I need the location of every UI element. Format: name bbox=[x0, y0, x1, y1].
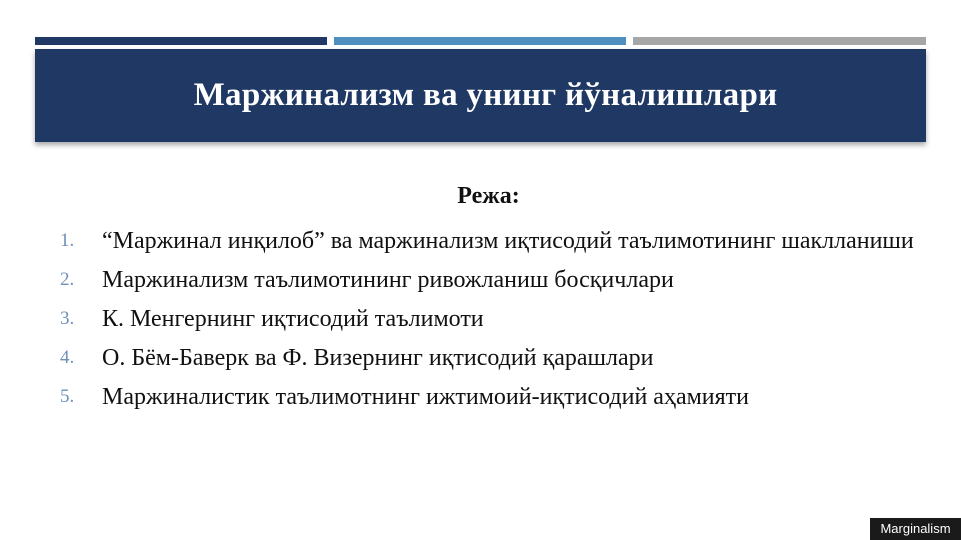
plan-item-4 bbox=[60, 343, 920, 373]
plan-heading: Режа: bbox=[457, 183, 520, 209]
plan-item-number: 2. bbox=[60, 269, 75, 290]
plan-item-number: 1. bbox=[60, 230, 75, 251]
accent-bar-gray bbox=[633, 37, 926, 45]
slide-title: Маржинализм ва унинг йўналишлари bbox=[193, 77, 778, 113]
top-accent-bars bbox=[35, 37, 926, 45]
plan-list bbox=[60, 226, 920, 421]
plan-item-text: Маржинализм таълимотининг ривожланиш босқичлари bbox=[102, 267, 674, 293]
plan-item-5 bbox=[60, 382, 920, 412]
plan-item-text: К. Менгернинг иқтисодий таълимоти bbox=[102, 306, 484, 332]
plan-item-number: 5. bbox=[60, 386, 75, 407]
corner-label: Marginalism bbox=[870, 518, 961, 540]
plan-item-2 bbox=[60, 265, 920, 295]
plan-item-1 bbox=[60, 226, 920, 256]
plan-item-number: 4. bbox=[60, 347, 75, 368]
accent-bar-dark-blue bbox=[35, 37, 327, 45]
plan-item-text: О. Бём-Баверк ва Ф. Визернинг иқтисодий қарашлари bbox=[102, 345, 654, 371]
title-band bbox=[35, 49, 926, 142]
accent-bar-light-blue bbox=[334, 37, 626, 45]
plan-item-number: 3. bbox=[60, 308, 75, 329]
plan-item-text: “Маржинал инқилоб” ва маржинализм иқтисодий таълимотининг шаклланиши bbox=[102, 228, 914, 254]
plan-item-3 bbox=[60, 304, 920, 334]
plan-item-text: Маржиналистик таълимотнинг ижтимоий-иқтисодий аҳамияти bbox=[102, 384, 750, 410]
